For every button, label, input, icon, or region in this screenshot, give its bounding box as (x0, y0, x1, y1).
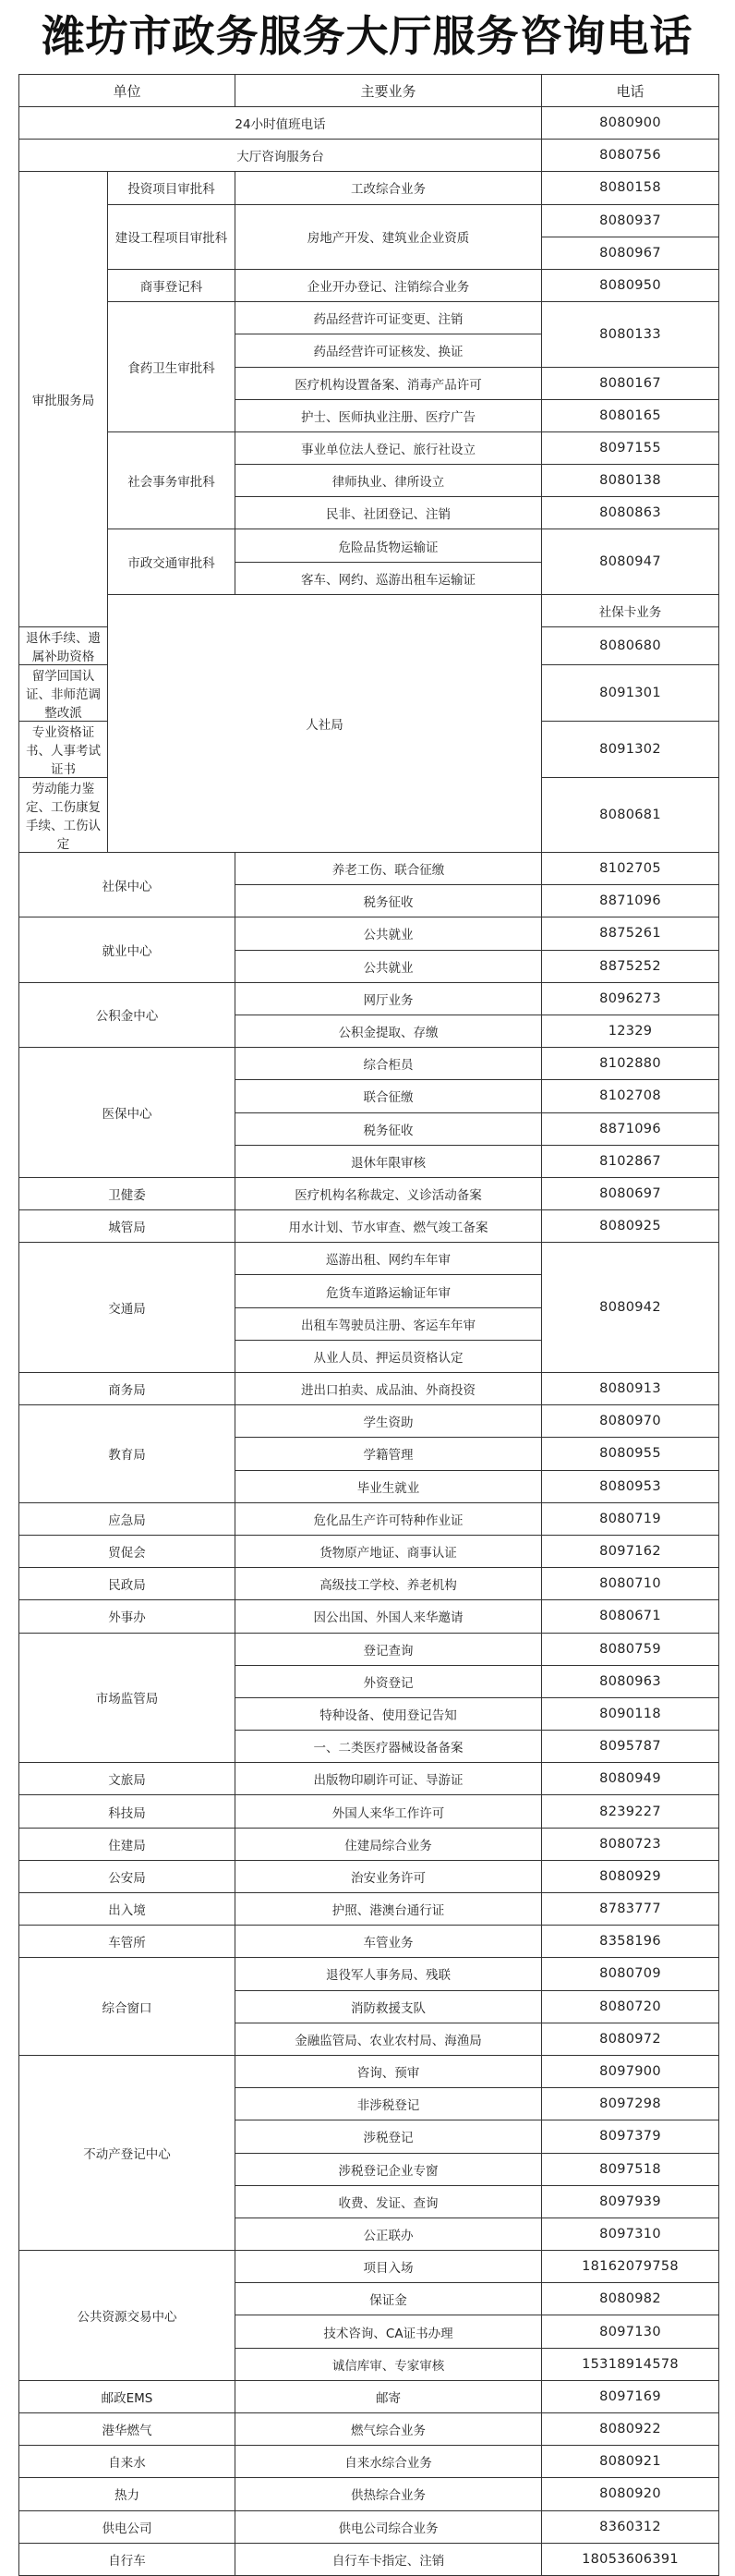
business-cell: 燃气综合业务 (235, 2413, 542, 2446)
business-cell: 涉税登记 (235, 2120, 542, 2153)
business-cell: 危化品生产许可特种作业证 (235, 1502, 542, 1535)
header-unit: 单位 (19, 75, 235, 107)
header-row (19, 75, 719, 107)
unit-cell: 交通局 (19, 1243, 235, 1373)
unit-cell: 邮政EMS (19, 2380, 235, 2412)
business-cell: 出租车驾驶员注册、客运车年审 (235, 1307, 542, 1340)
business-cell: 税务征收 (235, 885, 542, 917)
phone-cell: 8102867 (542, 1145, 719, 1177)
phone-cell: 8080921 (542, 2446, 719, 2478)
phone-cell: 8080949 (542, 1763, 719, 1795)
phone-cell: 8095787 (542, 1731, 719, 1763)
business-cell: 因公出国、外国人来华邀请 (235, 1600, 542, 1633)
table-row (19, 853, 719, 885)
business-cell: 巡游出租、网约车年审 (235, 1243, 542, 1275)
phone-cell: 8360312 (542, 2510, 719, 2543)
table-row (19, 1568, 719, 1600)
business-cell: 保证金 (235, 2283, 542, 2315)
table-row (19, 1600, 719, 1633)
table-row (19, 2478, 719, 2510)
business-cell: 进出口拍卖、成品油、外商投资 (235, 1373, 542, 1405)
phone-cell: 8080720 (542, 1990, 719, 2023)
unit-cell: 文旅局 (19, 1763, 235, 1795)
table-row (19, 2251, 719, 2283)
table-row (19, 1795, 719, 1828)
business-cell: 技术咨询、CA证书办理 (235, 2315, 542, 2348)
business-cell: 从业人员、押运员资格认定 (235, 1340, 542, 1372)
phone-cell: 8080697 (542, 1177, 719, 1209)
phone-cell: 8080710 (542, 1568, 719, 1600)
phone-cell: 8080929 (542, 1860, 719, 1892)
phone-cell: 8080167 (542, 367, 719, 399)
business-cell: 专业资格证书、人事考试证书 (19, 722, 108, 778)
business-cell: 客车、网约、巡游出租车运输证 (235, 562, 542, 594)
phone-cell: 8097900 (542, 2055, 719, 2087)
phone-cell: 8239227 (542, 1795, 719, 1828)
table-row (19, 172, 719, 204)
table-row (19, 1535, 719, 1567)
phone-cell: 8102880 (542, 1048, 719, 1080)
phone-cell: 8080681 (542, 778, 719, 853)
phone-cell: 8080937 (542, 204, 719, 237)
business-cell: 护照、港澳台通行证 (235, 1893, 542, 1926)
phone-cell: 8080165 (542, 399, 719, 431)
business-cell: 用水计划、节水审查、燃气竣工备案 (235, 1210, 542, 1243)
phone-cell: 8080963 (542, 1665, 719, 1697)
phone-cell: 8080947 (542, 529, 719, 594)
phone-cell: 15318914578 (542, 2348, 719, 2380)
business-cell: 房地产开发、建筑业企业资质 (235, 204, 542, 269)
business-cell: 车管业务 (235, 1926, 542, 1958)
business-cell: 一、二类医疗器械设备备案 (235, 1731, 542, 1763)
business-cell: 公积金提取、存缴 (235, 1015, 542, 1047)
table-row (19, 431, 719, 464)
table-row (19, 1405, 719, 1438)
business-cell: 外国人来华工作许可 (235, 1795, 542, 1828)
unit-cell: 应急局 (19, 1502, 235, 1535)
section-cell: 市政交通审批科 (108, 529, 235, 594)
business-cell: 医疗机构名称裁定、义诊活动备案 (235, 1177, 542, 1209)
phone-cell: 8080709 (542, 1958, 719, 1990)
phone-cell: 8097155 (542, 431, 719, 464)
phone-cell: 8097518 (542, 2153, 719, 2185)
unit-cell: 热力 (19, 2478, 235, 2510)
phone-cell: 8080922 (542, 2413, 719, 2446)
unit-cell: 人社局 (108, 594, 542, 852)
business-cell: 学籍管理 (235, 1438, 542, 1470)
business-cell: 收费、发证、查询 (235, 2185, 542, 2218)
table-row (19, 1860, 719, 1892)
phone-cell: 8080671 (542, 1600, 719, 1633)
phone-cell: 8080719 (542, 1502, 719, 1535)
unit-cell: 自行车 (19, 2543, 235, 2575)
phone-cell: 8080900 (542, 107, 719, 140)
phone-cell: 18053606391 (542, 2543, 719, 2575)
business-cell: 网厅业务 (235, 982, 542, 1015)
business-cell: 公共就业 (235, 950, 542, 982)
business-cell: 登记查询 (235, 1633, 542, 1665)
phone-cell: 8871096 (542, 1112, 719, 1145)
business-cell: 出版物印刷许可证、导游证 (235, 1763, 542, 1795)
table-row (19, 1763, 719, 1795)
table-row (19, 982, 719, 1015)
phone-cell: 8080759 (542, 1633, 719, 1665)
phone-cell: 8091302 (542, 722, 719, 778)
business-cell: 药品经营许可证变更、注销 (235, 302, 542, 334)
business-cell: 退役军人事务局、残联 (235, 1958, 542, 1990)
business-cell: 货物原产地证、商事认证 (235, 1535, 542, 1567)
unit-cell: 公共资源交易中心 (19, 2251, 235, 2381)
unit-cell: 审批服务局 (19, 172, 108, 627)
table-row (19, 1177, 719, 1209)
business-cell: 企业开办登记、注销综合业务 (235, 269, 542, 301)
page-title: 潍坊市政务服务大厅服务咨询电话 (42, 11, 693, 61)
business-cell: 药品经营许可证核发、换证 (235, 334, 542, 367)
business-cell: 涉税登记企业专窗 (235, 2153, 542, 2185)
table-row (19, 302, 719, 334)
phone-cell: 8783777 (542, 1893, 719, 1926)
unit-cell: 住建局 (19, 1828, 235, 1860)
unit-cell: 科技局 (19, 1795, 235, 1828)
business-cell: 工改综合业务 (235, 172, 542, 204)
business-cell: 公共就业 (235, 917, 542, 950)
unit-cell: 社保中心 (19, 853, 235, 917)
business-cell: 项目入场 (235, 2251, 542, 2283)
table-body (19, 107, 719, 2576)
table-row (19, 204, 719, 237)
unit-cell: 城管局 (19, 1210, 235, 1243)
phone-cell: 8080920 (542, 2478, 719, 2510)
business-cell: 大厅咨询服务台 (19, 140, 542, 172)
business-cell: 特种设备、使用登记告知 (235, 1697, 542, 1730)
unit-cell: 公安局 (19, 1860, 235, 1892)
phone-cell: 8102705 (542, 853, 719, 885)
business-cell: 自行车卡指定、注销 (235, 2543, 542, 2575)
business-cell: 危货车道路运输证年审 (235, 1275, 542, 1307)
business-cell: 供热综合业务 (235, 2478, 542, 2510)
business-cell: 民非、社团登记、注销 (235, 497, 542, 529)
business-cell: 消防救援支队 (235, 1990, 542, 2023)
phone-cell: 8080942 (542, 1243, 719, 1373)
phone-cell: 8875252 (542, 950, 719, 982)
table-row (19, 1210, 719, 1243)
header-phone: 电话 (542, 75, 719, 107)
table-row (19, 1633, 719, 1665)
table-row (19, 1048, 719, 1080)
business-cell: 外资登记 (235, 1665, 542, 1697)
unit-cell: 就业中心 (19, 917, 235, 982)
business-cell: 养老工伤、联合征缴 (235, 853, 542, 885)
table-row (19, 107, 719, 140)
table-row (19, 2380, 719, 2412)
phone-cell: 18162079758 (542, 2251, 719, 2283)
business-cell: 事业单位法人登记、旅行社设立 (235, 431, 542, 464)
phone-cell: 8080756 (542, 140, 719, 172)
table-row (19, 917, 719, 950)
table-row (19, 2413, 719, 2446)
table-row (19, 2543, 719, 2575)
section-cell: 社会事务审批科 (108, 431, 235, 529)
phone-cell: 8097130 (542, 2315, 719, 2348)
business-cell: 税务征收 (235, 1112, 542, 1145)
phone-cell: 8358196 (542, 1926, 719, 1958)
business-cell: 自来水综合业务 (235, 2446, 542, 2478)
phone-cell: 8097939 (542, 2185, 719, 2218)
unit-cell: 贸促会 (19, 1535, 235, 1567)
business-cell: 24小时值班电话 (19, 107, 542, 140)
table-row (19, 1502, 719, 1535)
business-cell: 退休手续、遗属补助资格 (19, 627, 108, 665)
business-cell: 公正联办 (235, 2218, 542, 2250)
phone-cell: 8097379 (542, 2120, 719, 2153)
business-cell: 劳动能力鉴定、工伤康复手续、工伤认定 (19, 778, 108, 853)
business-cell: 邮寄 (235, 2380, 542, 2412)
phone-cell: 8080723 (542, 1828, 719, 1860)
business-cell: 综合柜员 (235, 1048, 542, 1080)
business-cell: 律师执业、律所设立 (235, 465, 542, 497)
phone-cell: 8097162 (542, 1535, 719, 1567)
phone-cell: 12329 (542, 1015, 719, 1047)
business-cell: 退休年限审核 (235, 1145, 542, 1177)
table-row (19, 1373, 719, 1405)
business-cell: 医疗机构设置备案、消毒产品许可 (235, 367, 542, 399)
business-cell: 毕业生就业 (235, 1470, 542, 1502)
unit-cell: 车管所 (19, 1926, 235, 1958)
unit-cell: 市场监管局 (19, 1633, 235, 1763)
business-cell: 护士、医师执业注册、医疗广告 (235, 399, 542, 431)
table-row (19, 2055, 719, 2087)
phone-cell: 8080925 (542, 1210, 719, 1243)
unit-cell: 医保中心 (19, 1048, 235, 1178)
section-cell: 食药卫生审批科 (108, 302, 235, 432)
phone-cell: 8080953 (542, 1470, 719, 1502)
phone-cell: 8080913 (542, 1373, 719, 1405)
phone-cell: 8871096 (542, 885, 719, 917)
unit-cell: 外事办 (19, 1600, 235, 1633)
phone-cell: 8080158 (542, 172, 719, 204)
section-cell: 商事登记科 (108, 269, 235, 301)
table-row (19, 140, 719, 172)
business-cell: 学生资助 (235, 1405, 542, 1438)
table-row (19, 1926, 719, 1958)
unit-cell: 自来水 (19, 2446, 235, 2478)
table-row (19, 1958, 719, 1990)
section-cell: 建设工程项目审批科 (108, 204, 235, 269)
table-row (19, 269, 719, 301)
business-cell: 治安业务许可 (235, 1860, 542, 1892)
business-cell: 住建局综合业务 (235, 1828, 542, 1860)
business-cell: 咨询、预审 (235, 2055, 542, 2087)
table-row (19, 594, 719, 626)
phone-cell: 8080680 (542, 627, 719, 665)
unit-cell: 公积金中心 (19, 982, 235, 1047)
phone-cell: 8096273 (542, 982, 719, 1015)
table-row (19, 2446, 719, 2478)
unit-cell: 不动产登记中心 (19, 2055, 235, 2250)
table-row (19, 1893, 719, 1926)
table-row (19, 529, 719, 562)
business-cell: 社保卡业务 (542, 594, 719, 626)
table-row (19, 2510, 719, 2543)
phone-cell: 8091301 (542, 665, 719, 722)
unit-cell: 民政局 (19, 1568, 235, 1600)
business-cell: 联合征缴 (235, 1080, 542, 1112)
phone-cell: 8097310 (542, 2218, 719, 2250)
phone-directory-table (18, 74, 719, 2576)
phone-cell: 8080950 (542, 269, 719, 301)
unit-cell: 商务局 (19, 1373, 235, 1405)
phone-cell: 8080955 (542, 1438, 719, 1470)
phone-cell: 8080138 (542, 465, 719, 497)
business-cell: 非涉税登记 (235, 2088, 542, 2120)
business-cell: 供电公司综合业务 (235, 2510, 542, 2543)
business-cell: 留学回国认证、非师范调整改派 (19, 665, 108, 722)
phone-cell: 8097298 (542, 2088, 719, 2120)
unit-cell: 卫健委 (19, 1177, 235, 1209)
table-row (19, 1243, 719, 1275)
business-cell: 金融监管局、农业农村局、海渔局 (235, 2023, 542, 2055)
table-row (19, 1828, 719, 1860)
business-cell: 危险品货物运输证 (235, 529, 542, 562)
phone-cell: 8097169 (542, 2380, 719, 2412)
unit-cell: 教育局 (19, 1405, 235, 1503)
phone-cell: 8080970 (542, 1405, 719, 1438)
header-business: 主要业务 (235, 75, 542, 107)
phone-cell: 8090118 (542, 1697, 719, 1730)
phone-cell: 8080972 (542, 2023, 719, 2055)
unit-cell: 供电公司 (19, 2510, 235, 2543)
business-cell: 诚信库审、专家审核 (235, 2348, 542, 2380)
phone-cell: 8080982 (542, 2283, 719, 2315)
phone-cell: 8080863 (542, 497, 719, 529)
phone-cell: 8102708 (542, 1080, 719, 1112)
phone-cell: 8080133 (542, 302, 719, 367)
business-cell: 高级技工学校、养老机构 (235, 1568, 542, 1600)
phone-cell: 8080967 (542, 237, 719, 269)
unit-cell: 出入境 (19, 1893, 235, 1926)
unit-cell: 综合窗口 (19, 1958, 235, 2056)
unit-cell: 港华燃气 (19, 2413, 235, 2446)
section-cell: 投资项目审批科 (108, 172, 235, 204)
phone-cell: 8875261 (542, 917, 719, 950)
